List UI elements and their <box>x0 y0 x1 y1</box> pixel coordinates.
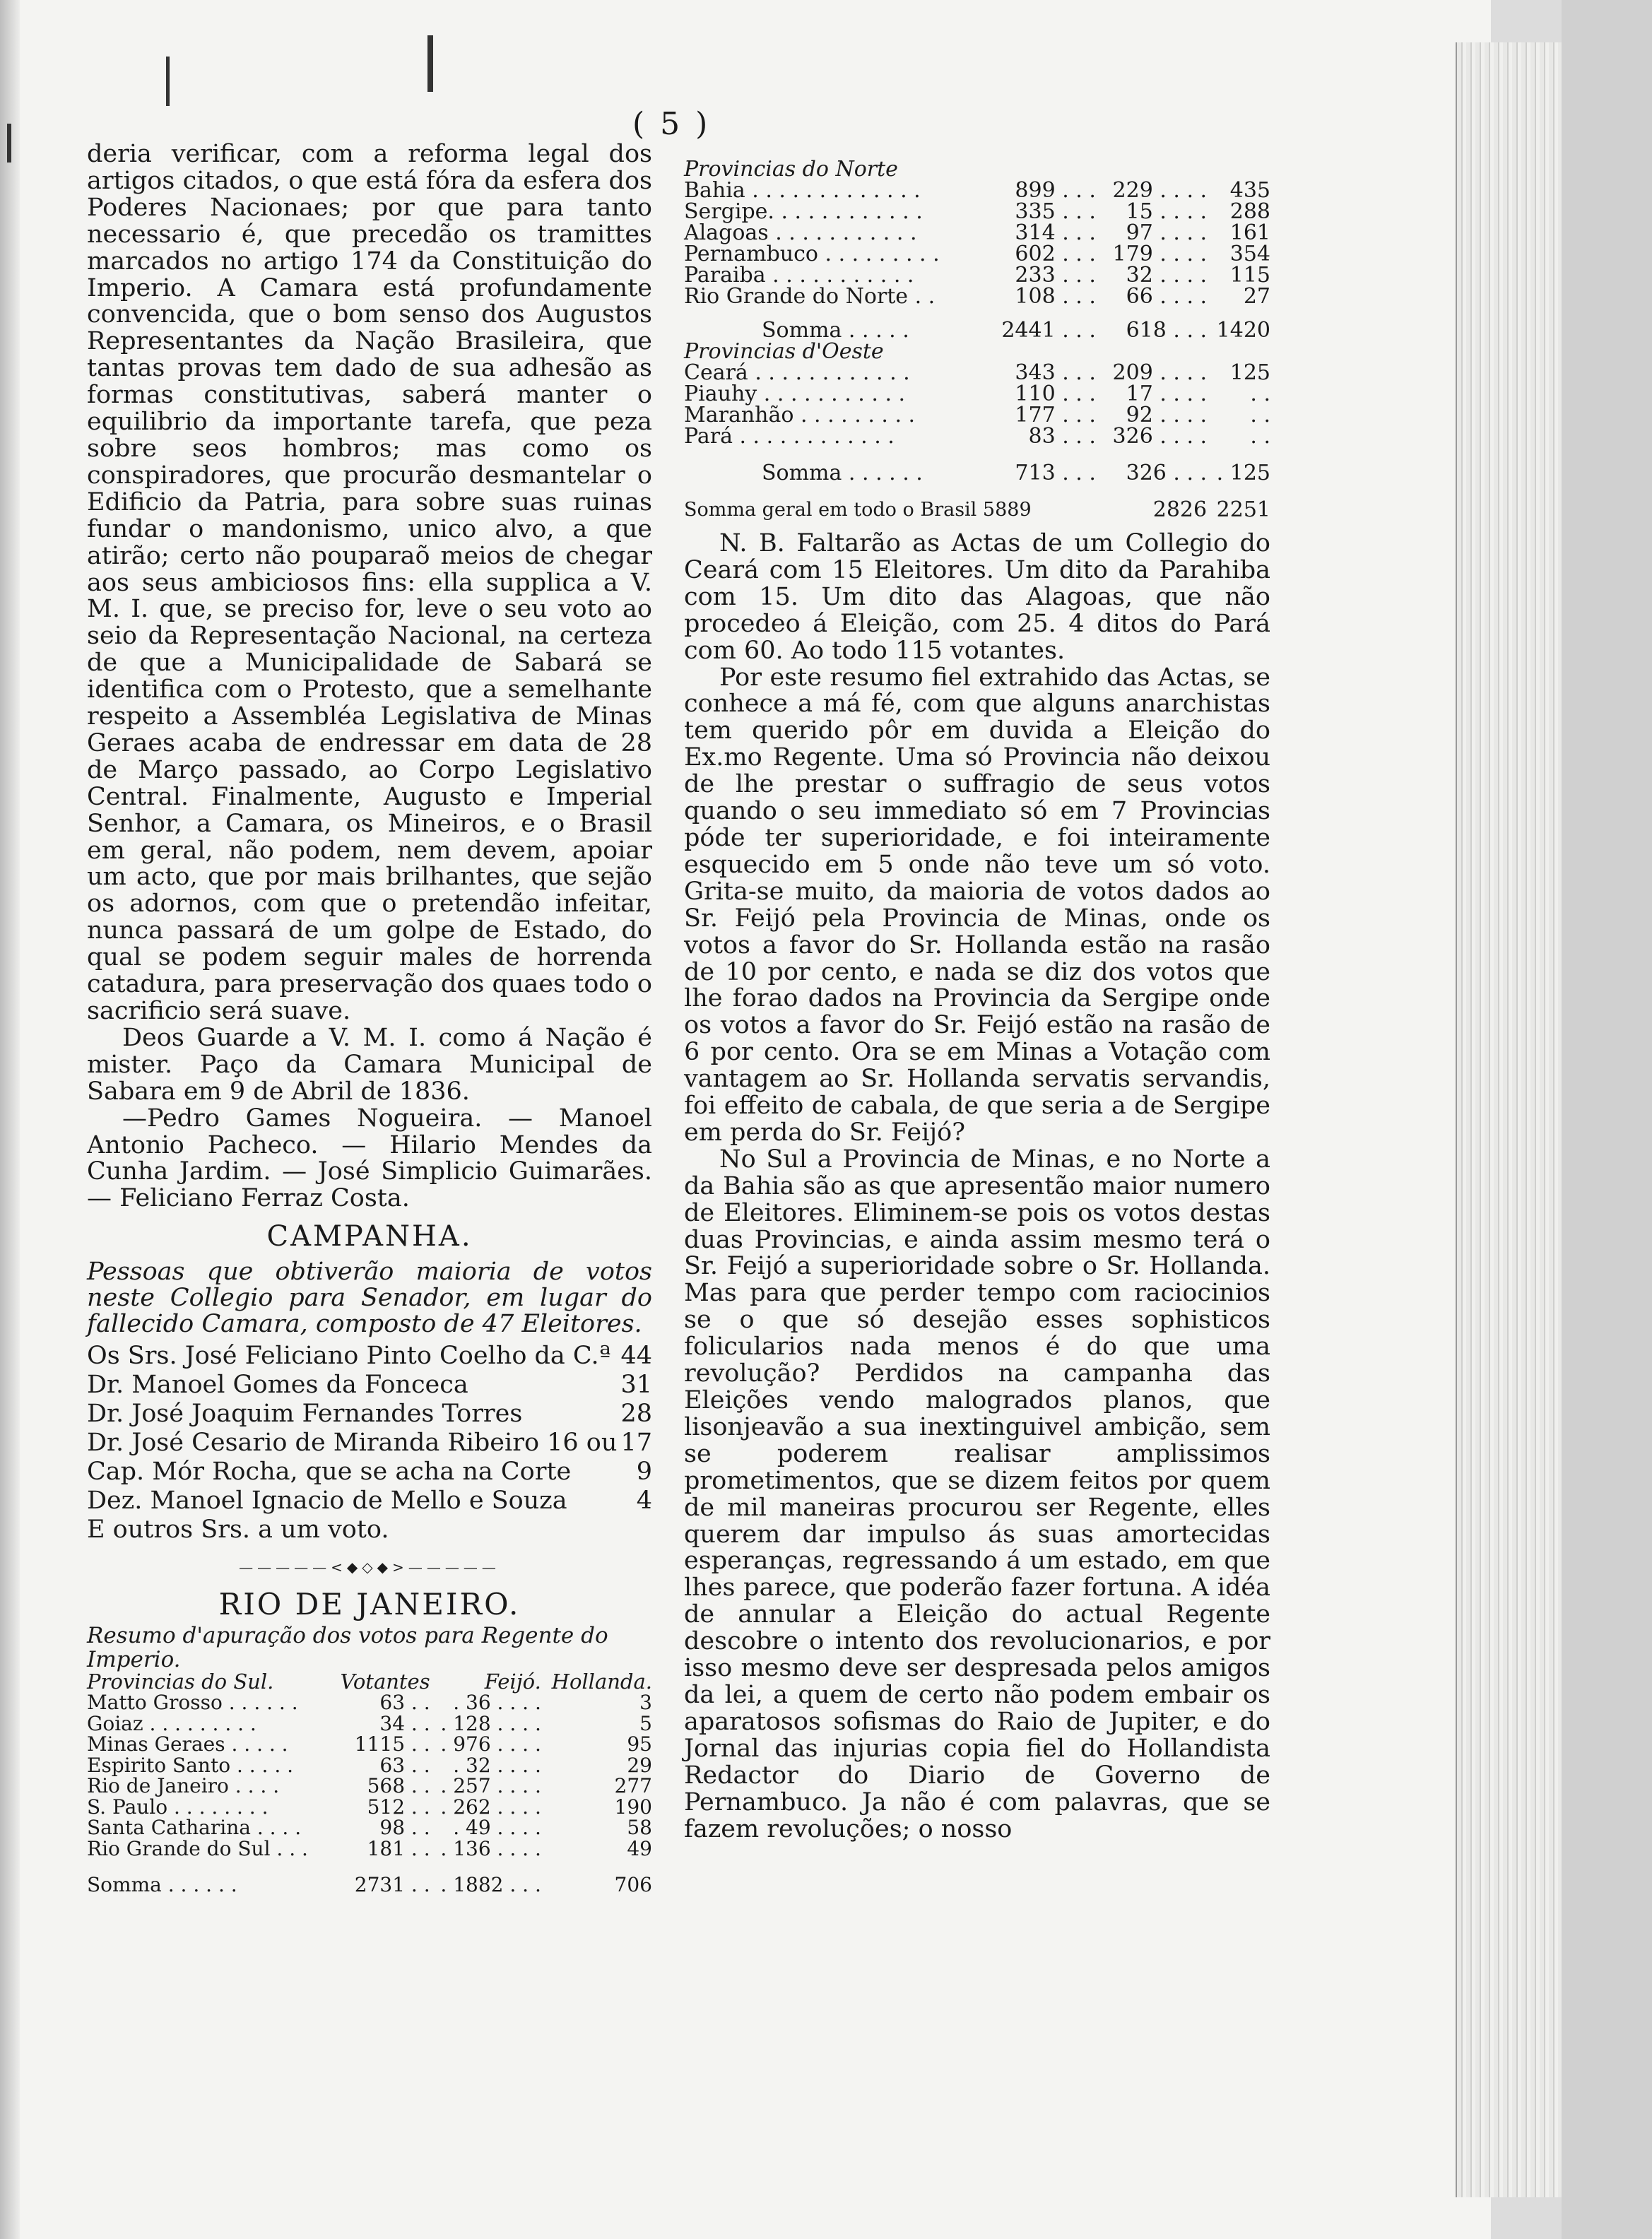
votantes-cell: 181 . . <box>367 1836 430 1860</box>
hollanda-cell: 27 <box>1243 284 1270 309</box>
feijo-cell: . 262 . . . . <box>440 1795 541 1819</box>
book-page-edges <box>1456 42 1563 2197</box>
hollanda-cell: . . <box>1250 424 1270 449</box>
hollanda-cell: 3 <box>639 1691 652 1715</box>
candidate-votes <box>624 1516 652 1544</box>
sum-label: Somma . . . . . . <box>762 461 923 485</box>
hollanda-cell: 5 <box>639 1711 652 1735</box>
table-row <box>684 223 1270 244</box>
left-column <box>87 141 652 1896</box>
province-cell: Rio Grande do Sul . . . <box>87 1836 308 1860</box>
candidate-row <box>87 1487 652 1516</box>
votantes-cell: 98 . . <box>379 1816 430 1840</box>
header-cell: Votantes <box>340 1669 430 1694</box>
sum-hollanda: 1420 <box>1216 318 1270 343</box>
hollanda-cell: 161 <box>1229 220 1270 245</box>
votantes-cell: 335 . . . <box>1015 199 1096 224</box>
header-cell: Hollanda. <box>551 1669 652 1694</box>
header-cell: Provincias do Sul. <box>87 1669 274 1694</box>
closing-paragraph: Deos Guarde a V. M. I. como á Nação é mister. Paço da Camara Municipal de Sabara em 9 de Abril de 1836. <box>87 1023 652 1106</box>
feijo-cell: 17 . . . . <box>1126 382 1208 406</box>
hollanda-cell: 277 <box>614 1774 652 1798</box>
section-header-row <box>684 159 1270 180</box>
conclusion-paragraph: No Sul a Provincia de Minas, e no Norte a da Bahia são as que apresentão maior numero de Eleitores. Eliminem-se pois os votos destas duas Provincias, e ainda assim mesmo terá o Sr. Feijó a superioridade sobre o Sr. Hollanda. Mas para que perder tempo com raciocinios se o que só desejão esses sophisticos folicularios nada menos é do que uma revolução? Perdidos na campanha das Eleições vendo malogrados planos, que lisonjeavão a sua inextinguivel ambição, sem se poderem realisar amplissimos prometimentos, que se dizem feitos por quem de mil maneiras procurou ser Regente, elles querem dar impulso ás suas amortecidas esperanças, regressando á um estado, em que lhes parece, que poderão fazer fortuna. A idéa de annular a Eleição do actual Regente descobre o intento dos revolucionarios, e por isso mesmo deve ser despresada pelos amigos da lei, a quem de certo não podem embair os aparatosos sofismas do Raio de Jupiter, e do Jornal das injurias copia fiel do Hollandista Redactor do Diario de Governo de Pernambuco. Ja não é com palavras, que se fazem revoluções; o nosso <box>684 1145 1270 1843</box>
table-row <box>684 180 1270 201</box>
ornament-divider: —————<◆◇◆>————— <box>239 1559 500 1576</box>
feijo-cell: . 136 . . . . <box>440 1836 541 1860</box>
hollanda-cell: 115 <box>1229 263 1270 288</box>
votantes-cell: 233 . . . <box>1015 263 1096 288</box>
candidate-name: Cap. Mór Rocha, que se acha na Corte <box>87 1458 572 1487</box>
campanha-heading: CAMPANHA. <box>266 1220 473 1253</box>
nb-paragraph: N. B. Faltarão as Actas de um Collegio do Ceará com 15 Eleitores. Um dito da Parahiba com 15. Um dito das Alagoas, que não procedeo á Eleição, com 25. 4 ditos do Pará com 60. Ao todo 115 votantes. <box>684 529 1270 665</box>
sum-hollanda: . 125 <box>1216 461 1270 485</box>
province-cell: Sergipe. . . . . . . . . . . . <box>684 199 923 224</box>
candidate-votes: 17 <box>620 1429 652 1458</box>
votantes-cell: 314 . . . <box>1015 220 1096 245</box>
ink-mark <box>7 124 11 163</box>
province-cell: Matto Grosso . . . . . . <box>87 1691 298 1715</box>
candidate-name: Dr. Manoel Gomes da Fonceca <box>87 1371 468 1400</box>
table-row <box>684 384 1270 405</box>
rio-heading: RIO DE JANEIRO. <box>218 1587 521 1622</box>
province-cell: Santa Catharina . . . . <box>87 1816 302 1840</box>
votantes-cell: 899 . . . <box>1015 178 1096 203</box>
north-results-table <box>684 159 1270 521</box>
candidate-row <box>87 1371 652 1400</box>
table-row <box>87 1713 652 1735</box>
candidate-list <box>87 1342 652 1544</box>
table-row <box>684 362 1270 384</box>
analysis-paragraph: Por este resumo fiel extrahido das Actas, se conhece a má fé, com que alguns anarchistas tem querido pôr em duvida a Eleição do Ex.mo Regente. Uma só Provincia não deixou de lhe prestar o suffragio de seus votos quando o seu immediato só em 7 Provincias póde ter superioridade, e foi inteiramente esquecido em 5 onde não teve um só voto. Grita-se muito, da maioria de votos dados ao Sr. Feijó pela Provincia de Minas, onde os votos a favor do Sr. Hollanda estão na rasão de 10 por cento, e nada se diz dos votos que lhe forao dados na Provincia da Sergipe onde os votos a favor do Sr. Feijó estão na rasão de 6 por cento. Ora se em Minas a Votação com vantagem ao Sr. Hollanda servatis servandis, foi effeito de cabala, de que seria a de Sergipe em perda do Sr. Feijó? <box>684 663 1270 1147</box>
feijo-cell: 92 . . . . <box>1126 403 1208 427</box>
feijo-cell: 326 . . . . <box>1112 424 1208 449</box>
province-cell: Minas Geraes . . . . . <box>87 1732 288 1756</box>
sum-feijo: 618 . . . <box>1126 318 1208 343</box>
hollanda-cell: . . <box>1250 382 1270 406</box>
south-results-table <box>87 1669 652 1897</box>
province-cell: Pará . . . . . . . . . . . . <box>684 424 895 449</box>
feijo-cell: 179 . . . . <box>1112 242 1208 266</box>
votantes-cell: 602 . . . <box>1015 242 1096 266</box>
candidate-votes: 44 <box>620 1342 652 1371</box>
feijo-cell: . 257 . . . . <box>440 1774 541 1798</box>
feijo-cell: 66 . . . . <box>1126 284 1208 309</box>
candidate-row <box>87 1429 652 1458</box>
ink-mark <box>427 35 433 92</box>
votantes-cell: 63 . . <box>379 1691 430 1715</box>
scan-margin <box>1562 0 1652 2239</box>
binding-shadow <box>0 0 20 2239</box>
province-cell: S. Paulo . . . . . . . . <box>87 1795 269 1819</box>
hollanda-cell: 435 <box>1229 178 1270 203</box>
candidate-name: Dr. José Joaquim Fernandes Torres <box>87 1400 523 1429</box>
feijo-cell: 32 . . . . <box>1126 263 1208 288</box>
right-column <box>684 159 1270 1843</box>
hollanda-cell: 190 <box>614 1795 652 1819</box>
table-sum-row <box>684 447 1270 484</box>
votantes-cell: 34 . . <box>379 1711 430 1735</box>
sum-label: Somma . . . . . . <box>87 1873 237 1897</box>
grand-total-hollanda: 2251 <box>1216 497 1270 522</box>
west-header: Provincias d'Oeste <box>684 339 884 364</box>
table-row <box>684 426 1270 447</box>
votantes-cell: 1115 . . <box>354 1732 430 1756</box>
table-row <box>684 244 1270 265</box>
sum-feijo: . 1882 . . . <box>440 1873 541 1897</box>
candidate-votes: 28 <box>620 1400 652 1429</box>
feijo-cell: 209 . . . . <box>1112 360 1208 385</box>
hollanda-cell: 125 <box>1229 360 1270 385</box>
votantes-cell: 110 . . . <box>1015 382 1096 406</box>
candidate-name: Dez. Manoel Ignacio de Mello e Souza <box>87 1487 567 1516</box>
hollanda-cell: 288 <box>1229 199 1270 224</box>
table-sum-row <box>87 1859 652 1896</box>
candidate-name: E outros Srs. a um voto. <box>87 1516 389 1544</box>
north-header: Provincias do Norte <box>684 157 898 182</box>
feijo-cell: . 49 . . . . <box>453 1816 541 1840</box>
sum-votantes: 2441 . . . <box>1001 318 1096 343</box>
candidate-votes: 4 <box>636 1487 652 1516</box>
table-row <box>684 286 1270 307</box>
grand-total-row <box>684 484 1270 521</box>
ink-mark <box>166 57 170 106</box>
table-row <box>87 1692 652 1713</box>
feijo-cell: . 128 . . . . <box>440 1711 541 1735</box>
grand-total-label: Somma geral em todo o Brasil 5889 <box>684 499 1032 521</box>
province-cell: Pernambuco . . . . . . . . . <box>684 242 940 266</box>
table-row <box>87 1755 652 1776</box>
votantes-cell: 343 . . . <box>1015 360 1096 385</box>
candidate-votes: 31 <box>620 1371 652 1400</box>
sum-votantes: 713 . . . <box>1015 461 1096 485</box>
province-cell: Rio Grande do Norte . . <box>684 284 936 309</box>
province-cell: Rio de Janeiro . . . . <box>87 1774 280 1798</box>
province-cell: Maranhão . . . . . . . . . <box>684 403 916 427</box>
votantes-cell: 63 . . <box>379 1753 430 1777</box>
candidate-name: Os Srs. José Feliciano Pinto Coelho da C.ª <box>87 1342 611 1371</box>
table-row <box>684 405 1270 426</box>
campanha-subheading: Pessoas que obtiverão maioria de votos neste Collegio para Senador, em lugar do fallecido Camara, composto de 47 Eleitores. <box>87 1258 652 1339</box>
feijo-cell: 97 . . . . <box>1126 220 1208 245</box>
province-cell: Espirito Santo . . . . . <box>87 1753 294 1777</box>
province-cell: Piauhy . . . . . . . . . . . <box>684 382 906 406</box>
feijo-cell: . 36 . . . . <box>453 1691 541 1715</box>
candidate-votes: 9 <box>636 1458 652 1487</box>
hollanda-cell: 58 <box>627 1816 652 1840</box>
candidate-name: Dr. José Cesario de Miranda Ribeiro 16 ou <box>87 1429 618 1458</box>
grand-total-feijo: 2826 <box>1152 497 1208 522</box>
table-row <box>684 201 1270 223</box>
province-cell: Bahia . . . . . . . . . . . . . <box>684 178 921 203</box>
table-sum-row <box>684 307 1270 341</box>
feijo-cell: . 32 . . . . <box>453 1753 541 1777</box>
hollanda-cell: 354 <box>1229 242 1270 266</box>
feijo-cell: . 976 . . . . <box>440 1732 541 1756</box>
hollanda-cell: 29 <box>627 1753 652 1777</box>
candidate-row <box>87 1458 652 1487</box>
table-row <box>87 1776 652 1797</box>
table-header-row <box>87 1672 652 1693</box>
feijo-cell: 229 . . . . <box>1112 178 1208 203</box>
votantes-cell: 83 . . . <box>1028 424 1096 449</box>
province-cell: Goiaz . . . . . . . . . <box>87 1711 256 1735</box>
candidate-row <box>87 1400 652 1429</box>
candidate-row <box>87 1342 652 1371</box>
hollanda-cell: 49 <box>627 1836 652 1860</box>
votantes-cell: 512 . . <box>367 1795 430 1819</box>
signers-list: —Pedro Games Nogueira. — Manoel Antonio Pacheco. — Hilario Mendes da Cunha Jardim. — José Simplicio Guimarães. — Feliciano Ferraz Costa. <box>87 1104 652 1213</box>
sum-hollanda: 706 <box>614 1873 652 1897</box>
hollanda-cell: 95 <box>627 1732 652 1756</box>
header-cell: Feijó. <box>484 1669 541 1694</box>
sum-feijo: 326 . . . <box>1126 461 1208 485</box>
province-cell: Paraiba . . . . . . . . . . . <box>684 263 914 288</box>
hollanda-cell: . . <box>1250 403 1270 427</box>
province-cell: Alagoas . . . . . . . . . . . <box>684 220 917 245</box>
table-row <box>684 265 1270 286</box>
table-row <box>87 1838 652 1860</box>
table-row <box>87 1734 652 1755</box>
sum-votantes: 2731 . . <box>354 1873 430 1897</box>
province-cell: Ceará . . . . . . . . . . . . <box>684 360 910 385</box>
page-number: ( 5 ) <box>632 106 711 142</box>
votantes-cell: 177 . . . <box>1015 403 1096 427</box>
sum-label: Somma . . . . . <box>762 318 909 343</box>
rio-subheading: Resumo d'apuração dos votos para Regente do Imperio. <box>87 1622 608 1672</box>
votantes-cell: 568 . . <box>367 1774 430 1798</box>
table-row <box>87 1817 652 1838</box>
votantes-cell: 108 . . . <box>1015 284 1096 309</box>
section-header-row <box>684 341 1270 362</box>
petition-paragraph: deria verificar, com a reforma legal dos artigos citados, o que está fóra da esfera dos Poderes Nacionaes; por que para tanto necessario é, que precedão os tramittes marcados no artigo 174 da Constituição do Imperio. A Camara está profundamente convencida, que o bom senso dos Augustos Representantes da Nação Brasileira, que tantas provas tem dado de sua adhesão as formas constitutivas, saberá manter o equilibrio da importante tarefa, que peza sobre seos hombros; mas como os conspiradores, que procurão desmantelar o Edificio da Patria, para sobre suas ruinas fundar o mandonismo, unico alvo, a que atirão; certo não pouparaõ meios de chegar aos seus ambiciosos fins: ella supplica a V. M. I. que, se preciso for, leve o seu voto ao seio da Representação Nacional, na certeza de que a Municipalidade de Sabará se identifica com o Protesto, que a semelhante respeito a Assembléa Legislativa de Minas Geraes acaba de endressar em data de 28 de Março passado, ao Corpo Legislativo Central. Finalmente, Augusto e Imperial Senhor, a Camara, os Mineiros, e o Brasil em geral, não podem, nem devem, apoiar um acto, que por mais brilhantes, que sejão os adornos, com que o pretendão infeitar, nunca passará de um golpe de Estado, do qual se podem seguir males de horrenda catadura, para preservação dos quaes todo o sacrificio será suave. <box>87 140 652 1025</box>
feijo-cell: 15 . . . . <box>1126 199 1208 224</box>
candidate-row <box>87 1516 652 1544</box>
table-row <box>87 1797 652 1818</box>
